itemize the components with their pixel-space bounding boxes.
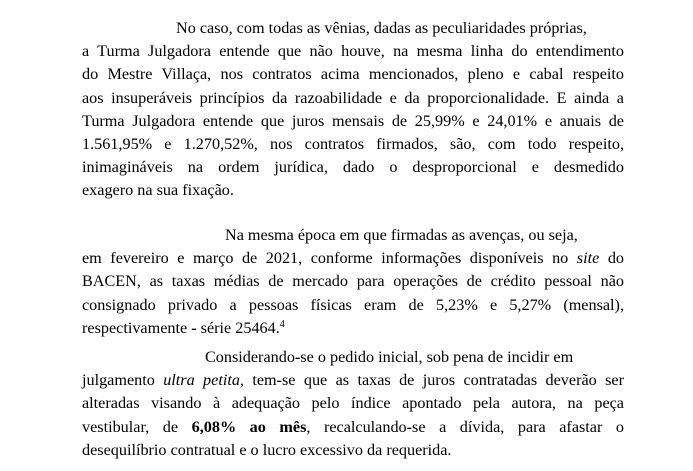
paragraph-3-line-4 xyxy=(82,416,624,439)
ultra-petita-italic: ultra petita, xyxy=(163,371,244,390)
bold-dash: - xyxy=(406,417,413,436)
paragraph-3-line-2-text-c: se que as taxas de juros contratadas deverão ser xyxy=(282,371,624,390)
bold-dash: - xyxy=(191,318,197,337)
paragraph-1-line-1: No caso, com todas as vênias, dadas as peculiaridades próprias, xyxy=(176,19,587,37)
paragraph-1-line-3: do Mestre Villaça, nos contratos acima mencionados, pleno e cabal respeito xyxy=(82,65,624,84)
paragraph-3-line-1-text-b: se o pedido inicial, sob pena de incidir em xyxy=(300,348,574,366)
paragraph-1-line-4: aos insuperáveis princípios da razoabilidade e da proporcionalidade. E ainda a xyxy=(82,88,624,107)
paragraph-2-line-5 xyxy=(82,317,624,340)
paragraph-2-line-4: consignado privado a pessoas físicas eram de 5,23% e 5,27% (mensal), xyxy=(82,295,624,314)
paragraph-2-line-2-text-b: do xyxy=(599,249,624,268)
paragraph-2-line-2 xyxy=(82,247,624,270)
paragraph-3-line-2-text-a: julgamento xyxy=(82,371,164,390)
paragraph-1-line-6: 1.561,95% e 1.270,52%, nos contratos firmados, são, com todo respeito, xyxy=(82,135,624,154)
paragraph-3 xyxy=(82,346,624,462)
paragraph-3-line-5: desequilíbrio contratual e o lucro excessivo da requerida. xyxy=(82,440,452,459)
paragraph-2-line-1: Na mesma época em que firmadas as avenças, ou seja, xyxy=(225,226,578,244)
paragraph-2 xyxy=(82,224,624,340)
paragraph-1-line-7: inimagináveis na ordem jurídica, dado o desproporcional e desmedido xyxy=(82,158,624,177)
paragraph-2-line-5-text-a: respectivamente xyxy=(82,318,192,337)
paragraph-3-line-3: alteradas visando à adequação pelo índice apontado pela autora, na peça xyxy=(82,394,624,413)
paragraph-1 xyxy=(82,17,624,203)
site-italic: site xyxy=(576,249,600,268)
paragraph-3-line-4-text-c: se a dívida, para afastar o xyxy=(412,417,625,436)
rate-bold: 6,08% ao mês xyxy=(191,417,307,436)
paragraph-1-line-2: a Turma Julgadora entende que não houve, na mesma linha do entendimento xyxy=(82,42,624,61)
paragraph-2-line-2-text-a: em fevereiro e março de 2021, conforme informações disponíveis no xyxy=(82,249,577,268)
paragraph-1-line-5: Turma Julgadora entende que juros mensais de 25,99% e 24,01% e anuais de xyxy=(82,111,624,130)
bold-dash: - xyxy=(294,348,301,366)
paragraph-3-line-4-text-a: vestibular, de xyxy=(82,417,192,436)
bold-dash: - xyxy=(276,371,282,390)
paragraph-3-line-4-text-b: , recalculando xyxy=(306,417,407,436)
footnote-marker[interactable]: 4 xyxy=(279,318,285,330)
paragraph-2-line-5-text-b: série 25464. xyxy=(196,318,280,337)
paragraph-3-line-2-text-b: tem xyxy=(243,371,277,390)
paragraph-3-line-1 xyxy=(82,346,624,369)
paragraph-1-line-8: exagero na sua fixação. xyxy=(82,181,234,200)
paragraph-3-line-2 xyxy=(82,369,624,392)
paragraph-2-line-3: BACEN, as taxas médias de mercado para operações de crédito pessoal não xyxy=(82,272,624,291)
paragraph-3-line-1-text-a: Considerando xyxy=(205,348,295,366)
